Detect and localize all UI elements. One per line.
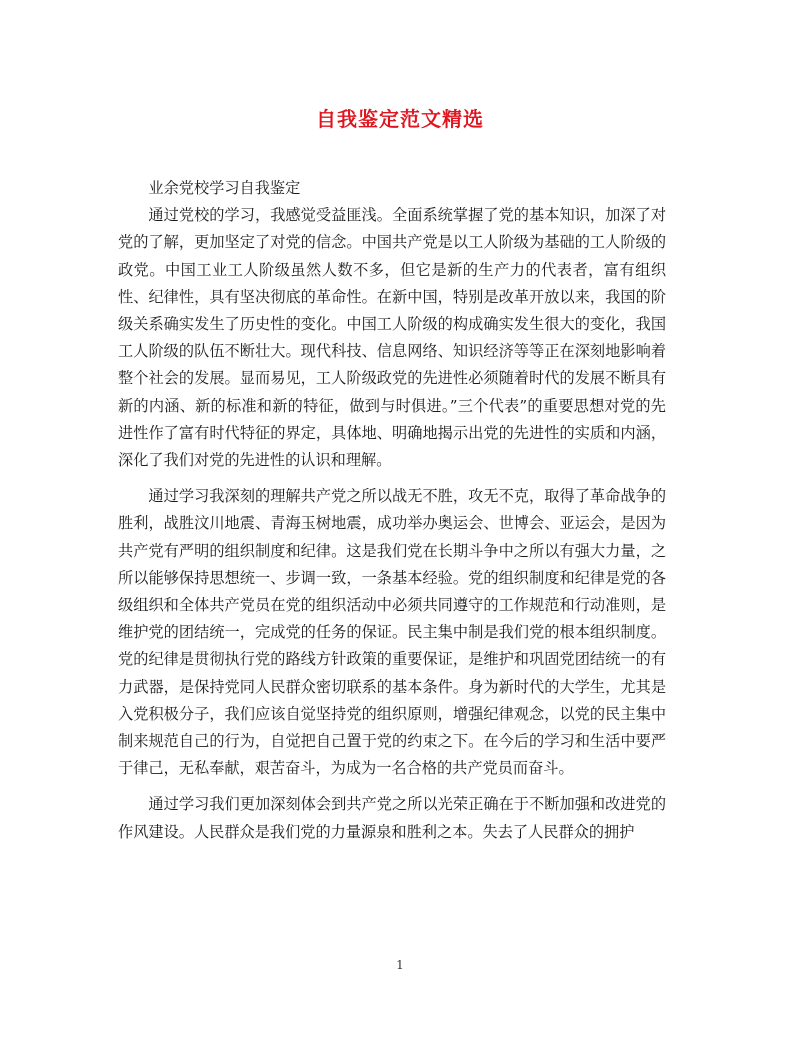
document-body bbox=[118, 175, 666, 846]
paragraph-1: 通过党校的学习，我感觉受益匪浅。全面系统掌握了党的基本知识，加深了对党的了解，更加坚定了对党的信念。中国共产党是以工人阶级为基础的工人阶级的政党。中国工业工人阶级虽然人数不多，但它是新的生产力的代表者，富有组织性、纪律性，具有坚决彻底的革命性。在新中国，特别是改革开放以来，我国的阶级关系确实发生了历史性的变化。中国工人阶级的构成确实发生很大的变化，我国工人阶级的队伍不断壮大。现代科技、信息网络、知识经济等等正在深刻地影响着整个社会的发展。显而易见，工人阶级政党的先进性必须随着时代的发展不断具有新的内涵、新的标准和新的特征，做到与时俱进。”三个代表”的重要思想对党的先进性作了富有时代特征的界定，具体地、明确地揭示出党的先进性的实质和内涵，深化了我们对党的先进性的认识和理解。 bbox=[118, 206, 666, 470]
paragraph-3: 通过学习我们更加深刻体会到共产党之所以光荣正确在于不断加强和改进党的作风建设。人民群众是我们党的力量源泉和胜利之本。失去了人民群众的拥护 bbox=[118, 795, 666, 841]
page-number: 1 bbox=[396, 958, 404, 972]
paragraph-2: 通过学习我深刻的理解共产党之所以战无不胜，攻无不克，取得了革命战争的胜利，战胜汶川地震、青海玉树地震，成功举办奥运会、世博会、亚运会，是因为共产党有严明的组织制度和纪律。这是我们党在长期斗争中之所以有强大力量，之所以能够保持思想统一、步调一致，一条基本经验。党的组织制度和纪律是党的各级组织和全体共产党员在党的组织活动中必须共同遵守的工作规范和行动准则，是维护党的团结统一，完成党的任务的保证。民主集中制是我们党的根本组织制度。党的纪律是贯彻执行党的路线方针政策的重要保证，是维护和巩固党团结统一的有力武器，是保持党同人民群众密切联系的基本条件。身为新时代的大学生，尤其是入党积极分子，我们应该自觉坚持党的组织原则，增强纪律观念，以党的民主集中制来规范自己的行为，自觉把自己置于党的约束之下。在今后的学习和生活中要严于律己，无私奉献，艰苦奋斗，为成为一名合格的共产党员而奋斗。 bbox=[118, 487, 666, 778]
document-subtitle: 业余党校学习自我鉴定 bbox=[148, 179, 301, 197]
document-title: 自我鉴定范文精选 bbox=[316, 107, 484, 131]
